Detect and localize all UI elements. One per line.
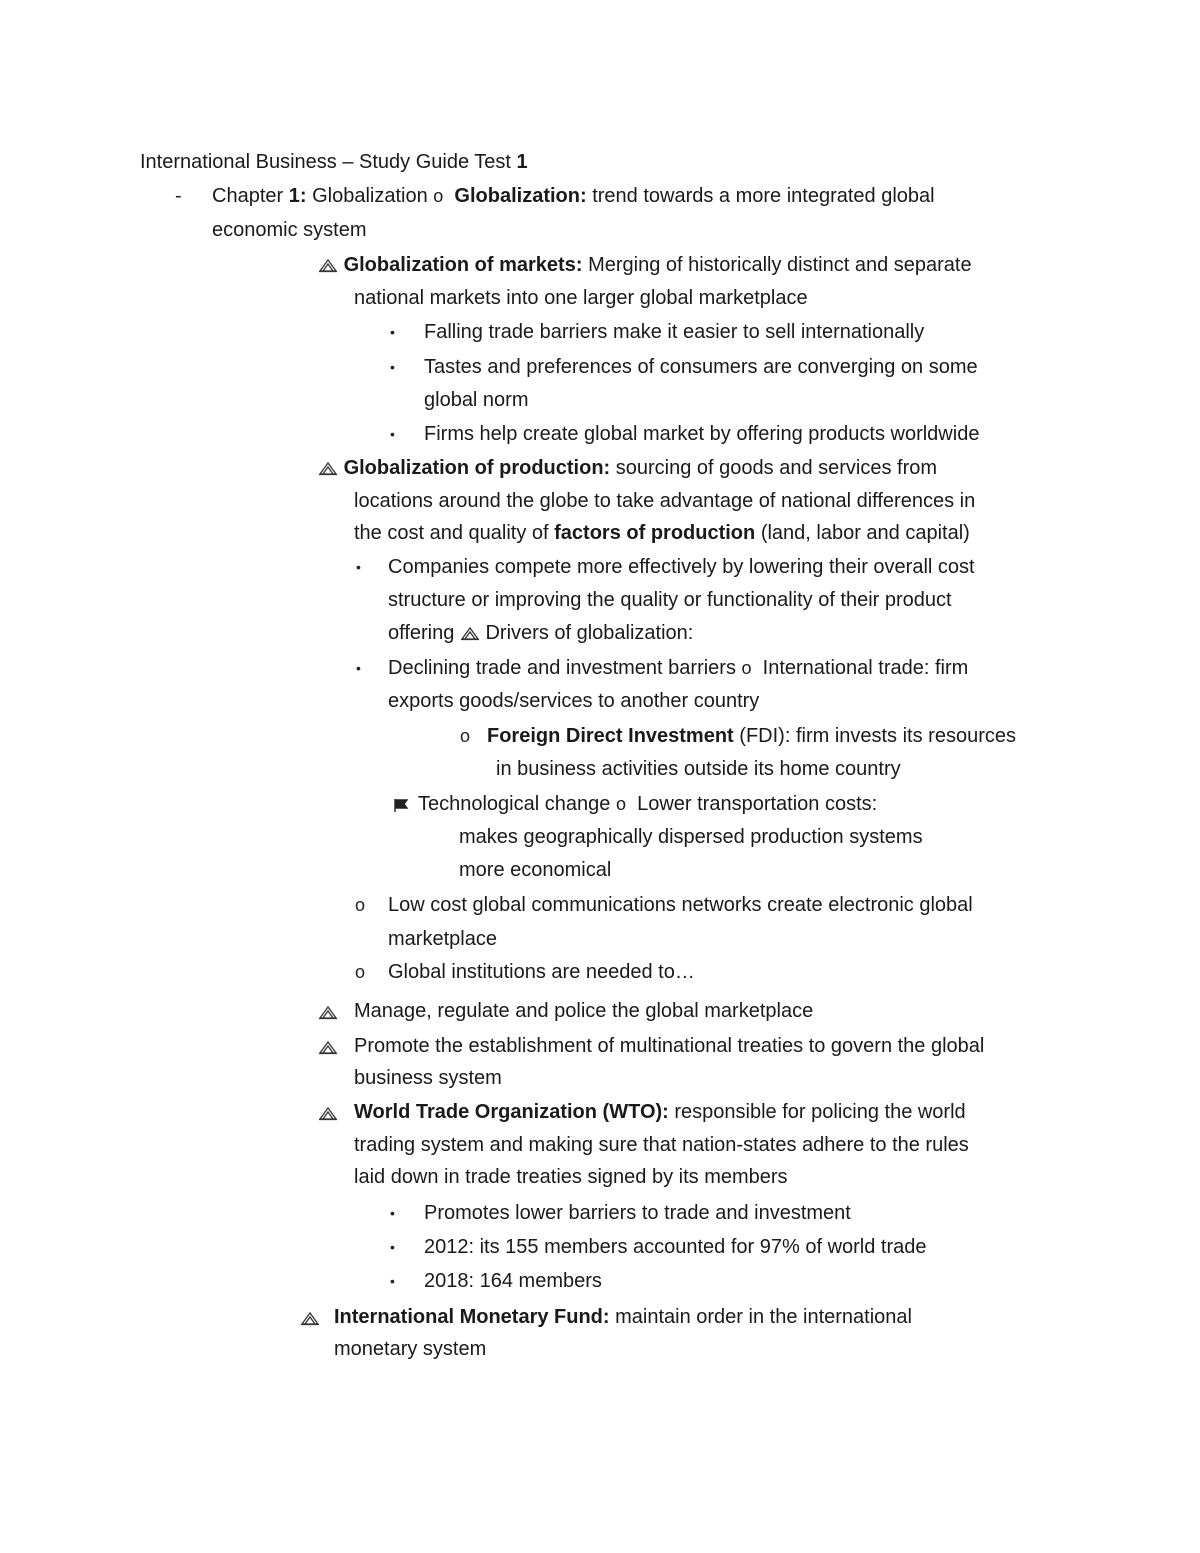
tech-cont-1: makes geographically dispersed production systems: [459, 826, 923, 848]
drivers-bullet-1: Declining trade and investment barriers o International trade: firm: [388, 657, 969, 679]
drivers-bullet-1-cont: exports goods/services to another country: [388, 690, 760, 712]
wto-bullet-1: Promotes lower barriers to trade and investment: [424, 1202, 851, 1224]
wingding-bullet-icon: [300, 1310, 320, 1326]
glob-def-cont: economic system: [212, 219, 367, 241]
wingding-bullet-icon: [318, 1004, 338, 1020]
flag-bullet-icon: [392, 797, 412, 813]
wingding-bullet-icon: [318, 1039, 338, 1055]
dash-marker: -: [175, 185, 182, 207]
wto-def-cont-1: trading system and making sure that nation-states adhere to the rules: [354, 1134, 969, 1156]
wingding-bullet-marker: [300, 1305, 320, 1329]
tech-cont-2: more economical: [459, 859, 612, 881]
chapter-heading: Chapter 1: Globalization o Globalization: trend towards a more integrated global: [212, 185, 935, 207]
comm-cont: marketplace: [388, 928, 497, 950]
drivers-line: offering Drivers of globalization:: [388, 622, 694, 644]
flag-bullet-marker: [392, 792, 412, 816]
imf-item: International Monetary Fund: maintain order in the international: [334, 1306, 912, 1328]
production-def-cont-2: the cost and quality of factors of production (land, labor and capital): [354, 522, 970, 544]
markets-item: Globalization of markets: Merging of historically distinct and separate: [318, 253, 972, 277]
wingding-bullet-marker: [318, 999, 338, 1023]
tech-item: Technological change o Lower transportation costs:: [418, 793, 878, 815]
production-bullet-1: Companies compete more effectively by lowering their overall cost: [388, 556, 975, 578]
markets-bullet-1: Falling trade barriers make it easier to sell internationally: [424, 321, 925, 343]
wingding-bullet-icon: [318, 1105, 338, 1121]
wto-def-cont-2: laid down in trade treaties signed by its members: [354, 1166, 788, 1188]
promote-item: Promote the establishment of multinational treaties to govern the global: [354, 1035, 985, 1057]
production-def-cont-1: locations around the globe to take advantage of national differences in: [354, 490, 976, 512]
bullet-marker: •: [356, 660, 361, 676]
markets-bullet-3: Firms help create global market by offering products worldwide: [424, 423, 980, 445]
wto-bullet-3: 2018: 164 members: [424, 1270, 602, 1292]
fdi-item: Foreign Direct Investment (FDI): firm invests its resources: [487, 725, 1016, 747]
wingding-bullet-icon: [318, 257, 338, 273]
bullet-marker: •: [390, 1273, 395, 1289]
document-title: International Business – Study Guide Test 1: [140, 151, 528, 173]
wingding-bullet-marker: [318, 1034, 338, 1058]
production-item: Globalization of production: sourcing of goods and services from: [318, 456, 937, 480]
wto-bullet-2: 2012: its 155 members accounted for 97% of world trade: [424, 1236, 927, 1258]
fdi-def-cont: in business activities outside its home country: [496, 758, 901, 780]
wingding-bullet-icon: [460, 625, 480, 641]
institutions-item: Global institutions are needed to…: [388, 961, 695, 983]
bullet-marker: •: [390, 324, 395, 340]
promote-cont: business system: [354, 1067, 502, 1089]
production-bullet-1-cont: structure or improving the quality or functionality of their product: [388, 589, 952, 611]
bullet-marker: •: [390, 426, 395, 442]
markets-def-cont: national markets into one larger global marketplace: [354, 287, 808, 309]
bullet-marker: •: [390, 1205, 395, 1221]
manage-item: Manage, regulate and police the global marketplace: [354, 1000, 814, 1022]
wto-item: World Trade Organization (WTO): responsible for policing the world: [354, 1101, 966, 1123]
wingding-bullet-icon: [318, 460, 338, 476]
circle-marker: o: [355, 895, 366, 915]
circle-marker: o: [460, 726, 471, 746]
imf-def-cont: monetary system: [334, 1338, 487, 1360]
bullet-marker: •: [356, 559, 361, 575]
bullet-marker: •: [390, 359, 395, 375]
wingding-bullet-marker: [318, 1100, 338, 1124]
comm-item: Low cost global communications networks create electronic global: [388, 894, 973, 916]
bullet-marker: •: [390, 1239, 395, 1255]
markets-bullet-2-cont: global norm: [424, 389, 529, 411]
markets-bullet-2: Tastes and preferences of consumers are converging on some: [424, 356, 978, 378]
circle-marker: o: [355, 962, 366, 982]
